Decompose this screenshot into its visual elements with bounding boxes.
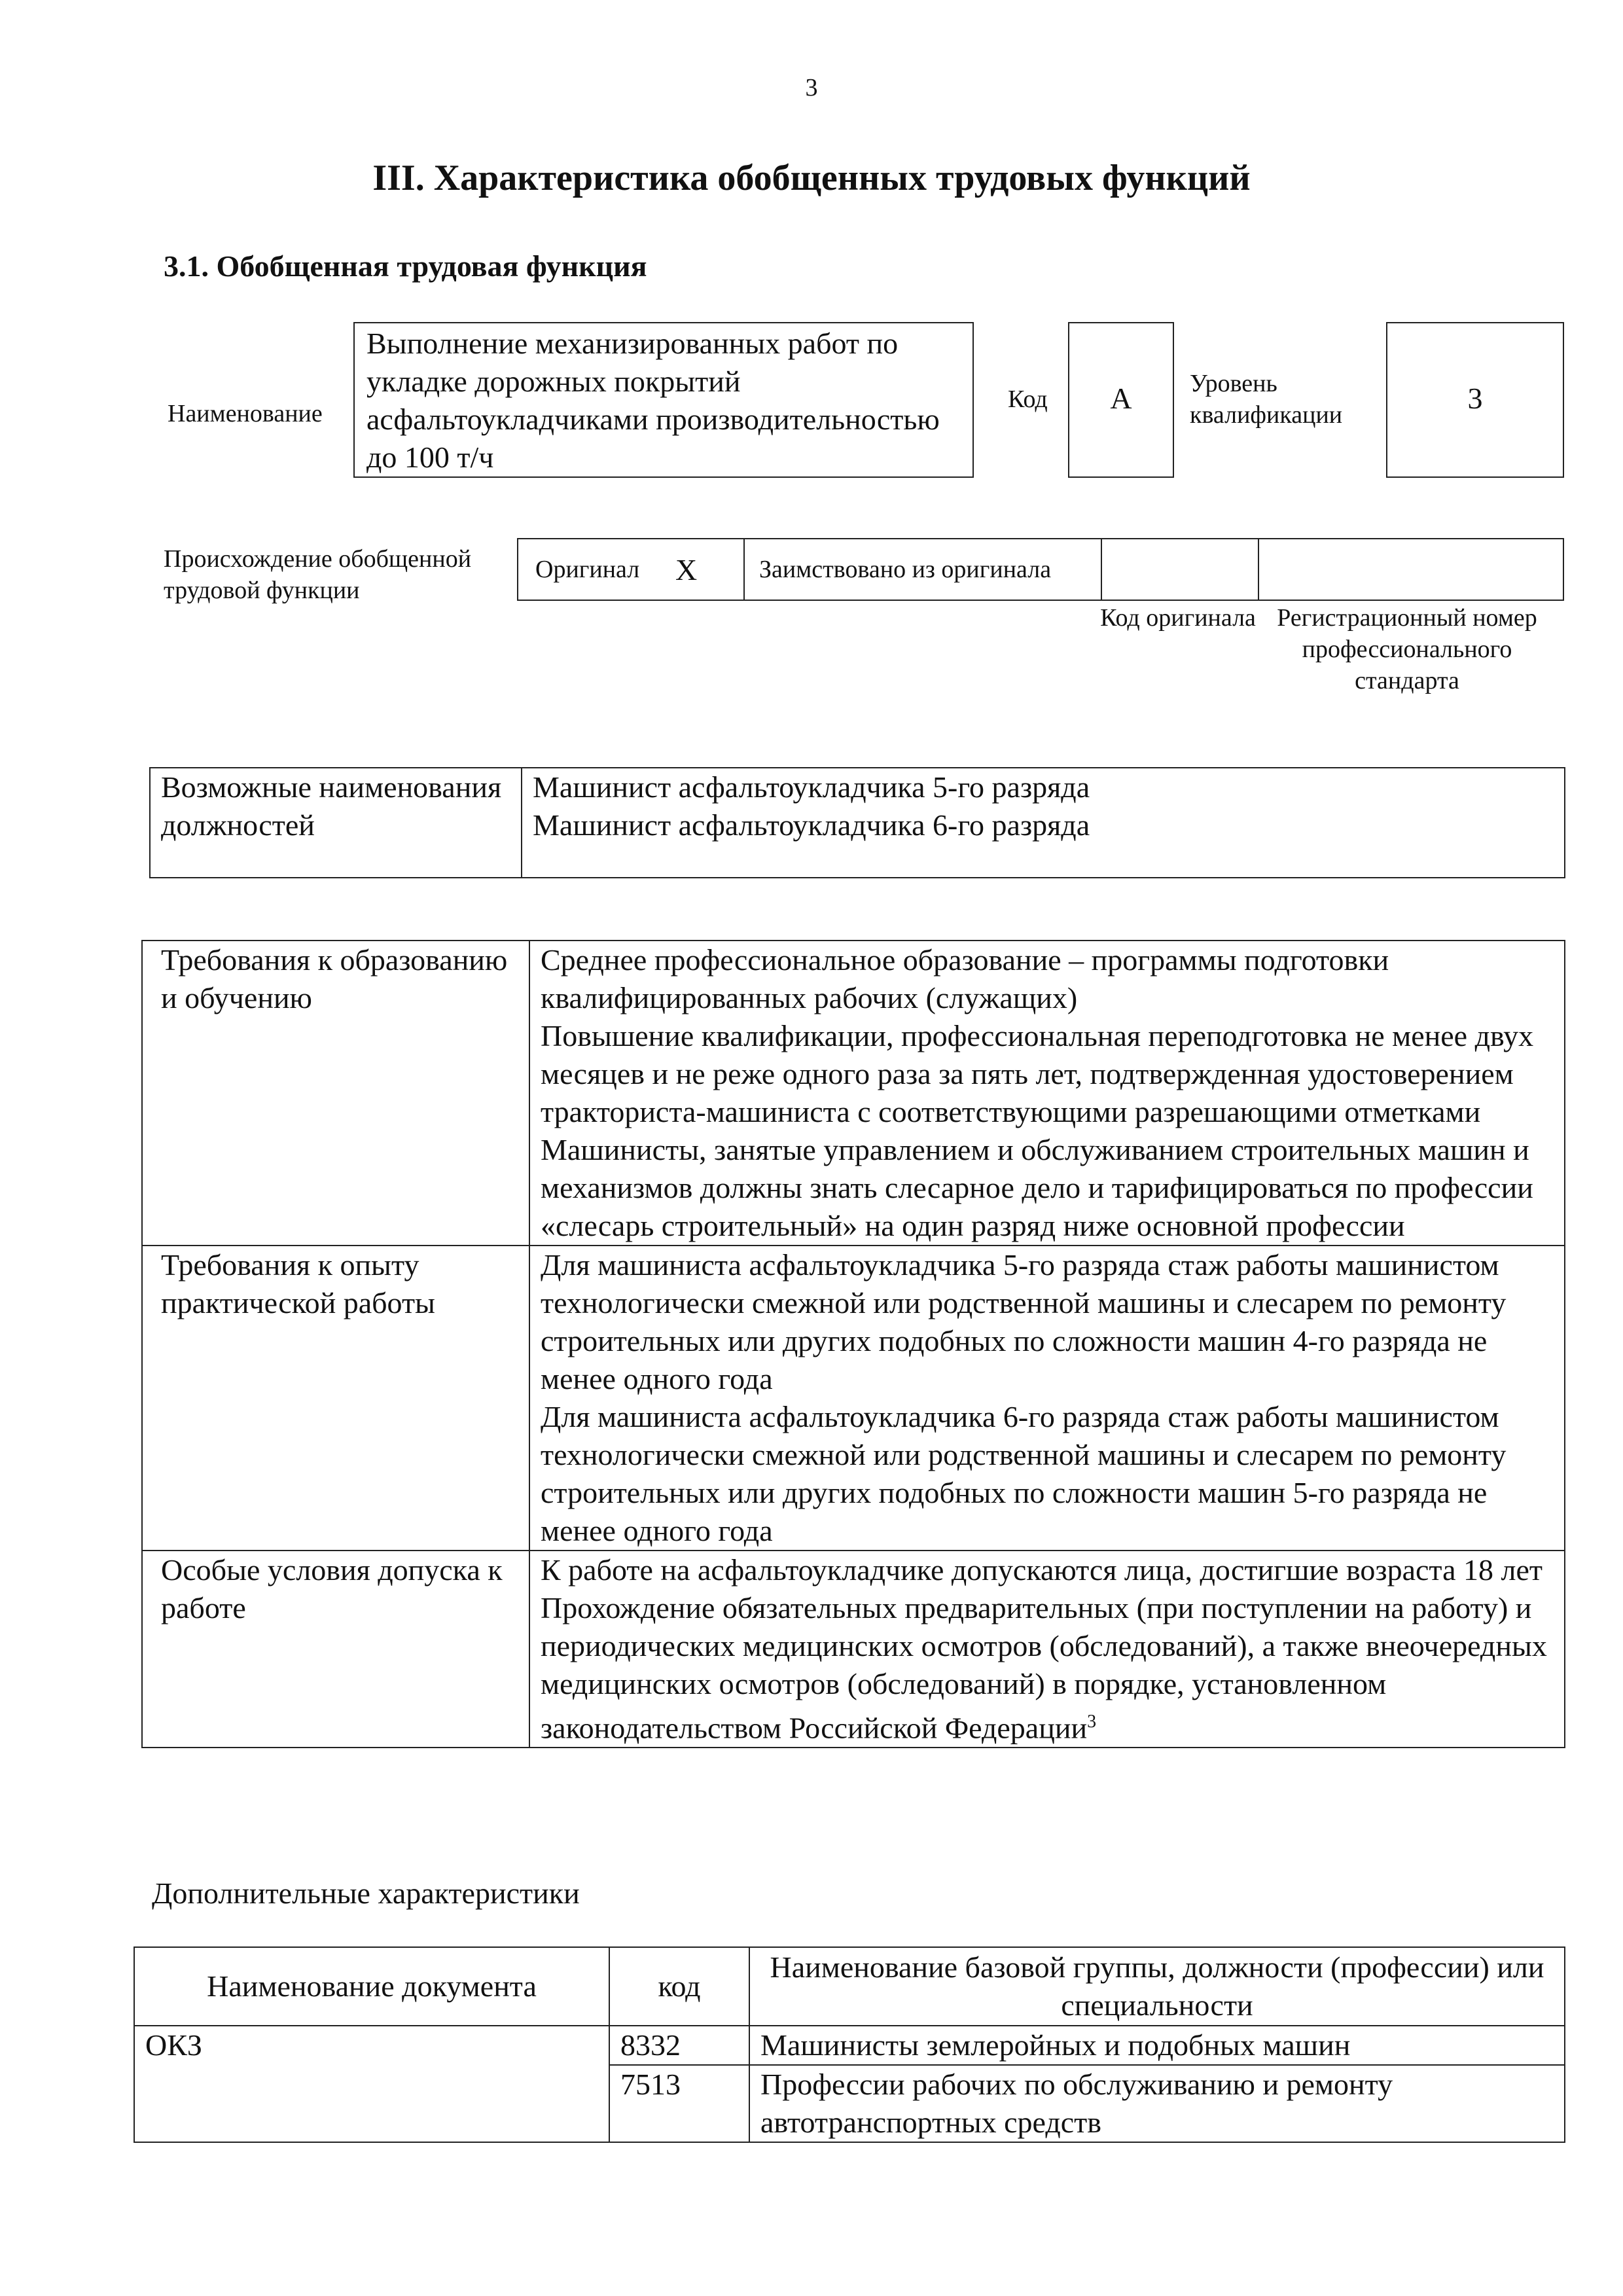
- req-paragraph: Повышение квалификации, профессиональная переподготовка не менее двух месяцев и не реже одного раза за пять лет, подтвержденная удостоверением тракториста-машиниста с соответствующими разрешающими отметками: [541, 1019, 1534, 1128]
- reg-number-caption: Регистрационный номер профессионального стандарта: [1277, 604, 1537, 694]
- code-label: Код: [1008, 386, 1048, 413]
- col-doc-header: Наименование документа: [134, 1947, 609, 2026]
- code-value: А: [1110, 382, 1132, 415]
- req-experience-label: Требования к опыту практической работы: [142, 1246, 529, 1551]
- function-name-box: [353, 322, 974, 478]
- divider: [1101, 539, 1102, 600]
- name-label: Наименование: [168, 400, 323, 427]
- position-item: Машинист асфальтоукладчика 6-го разряда: [533, 808, 1090, 842]
- col-name-header: Наименование базовой группы, должности (профессии) или специальности: [749, 1947, 1565, 2026]
- origin-row: [517, 538, 1564, 601]
- divider: [743, 539, 745, 600]
- req-paragraph: Машинисты, занятые управлением и обслуживанием строительных машин и механизмов должны знать слесарное дело и тарифицироваться по профессии «слесарь строительный» на один разряд ниже основной профессии: [541, 1133, 1533, 1242]
- req-paragraph: К работе на асфальтоукладчике допускаются лица, достигшие возраста 18 лет: [541, 1553, 1543, 1587]
- req-paragraph: Среднее профессиональное образование – программы подготовки квалифицированных рабочих (служащих): [541, 943, 1389, 1014]
- req-education-value: [529, 941, 1565, 1246]
- additional-heading: Дополнительные характеристики: [152, 1876, 580, 1910]
- position-item: Машинист асфальтоукладчика 5-го разряда: [533, 770, 1090, 804]
- name-cell: Машинисты землеройных и подобных машин: [749, 2026, 1565, 2065]
- level-label: Уровень квалификации: [1190, 370, 1343, 429]
- req-experience-value: [529, 1246, 1565, 1551]
- code-cell: 8332: [609, 2026, 749, 2065]
- original-mark: X: [675, 553, 698, 586]
- requirements-table: [141, 940, 1565, 1748]
- col-code-header: код: [609, 1947, 749, 2026]
- borrowed-label: Заимствовано из оригинала: [759, 556, 1052, 583]
- subsection-title: 3.1. Обобщенная трудовая функция: [164, 249, 647, 283]
- req-admission-value: [529, 1551, 1565, 1748]
- footnote-mark: 3: [1087, 1712, 1097, 1732]
- positions-table: [149, 767, 1565, 878]
- req-paragraph-with-footnote: [541, 1589, 1554, 1747]
- positions-values: [522, 768, 1565, 878]
- code-box: [1068, 322, 1174, 478]
- level-box: [1386, 322, 1564, 478]
- original-label: Оригинал: [535, 556, 640, 583]
- additional-table: [134, 1946, 1565, 2143]
- req-paragraph: Для машиниста асфальтоукладчика 5-го разряда стаж работы машинистом технологически смежной или родственной машины и слесарем по ремонту строительных или других подобных по сложности машин 4-го разряда не менее одного года: [541, 1248, 1507, 1395]
- function-name-value: Выполнение механизированных работ по укладке дорожных покрытий асфальтоукладчиками производительностью до 100 т/ч: [366, 327, 940, 474]
- req-paragraph: Для машиниста асфальтоукладчика 6-го разряда стаж работы машинистом технологически смежной или родственной машины и слесарем по ремонту строительных или других подобных по сложности машин 5-го разряда не менее одного года: [541, 1400, 1507, 1547]
- name-cell: Профессии рабочих по обслуживанию и ремонту автотранспортных средств: [749, 2065, 1565, 2142]
- divider: [1258, 539, 1259, 600]
- level-value: 3: [1467, 382, 1483, 415]
- req-paragraph: Прохождение обязательных предварительных (при поступлении на работу) и периодических медицинских осмотров (обследований), а также внеочередных медицинских осмотров (обследований) в порядке, установленном законодательством Российской Федерации: [541, 1591, 1547, 1745]
- section-title: III. Характеристика обобщенных трудовых функций: [372, 158, 1251, 198]
- positions-label: Возможные наименования должностей: [150, 768, 522, 878]
- req-admission-label: Особые условия допуска к работе: [142, 1551, 529, 1748]
- code-cell: 7513: [609, 2065, 749, 2142]
- code-original-caption: Код оригинала: [1100, 604, 1256, 632]
- page-number: 3: [805, 74, 818, 101]
- origin-label: Происхождение обобщенной трудовой функции: [164, 545, 472, 604]
- doc-cell: ОКЗ: [134, 2026, 609, 2142]
- req-education-label: Требования к образованию и обучению: [142, 941, 529, 1246]
